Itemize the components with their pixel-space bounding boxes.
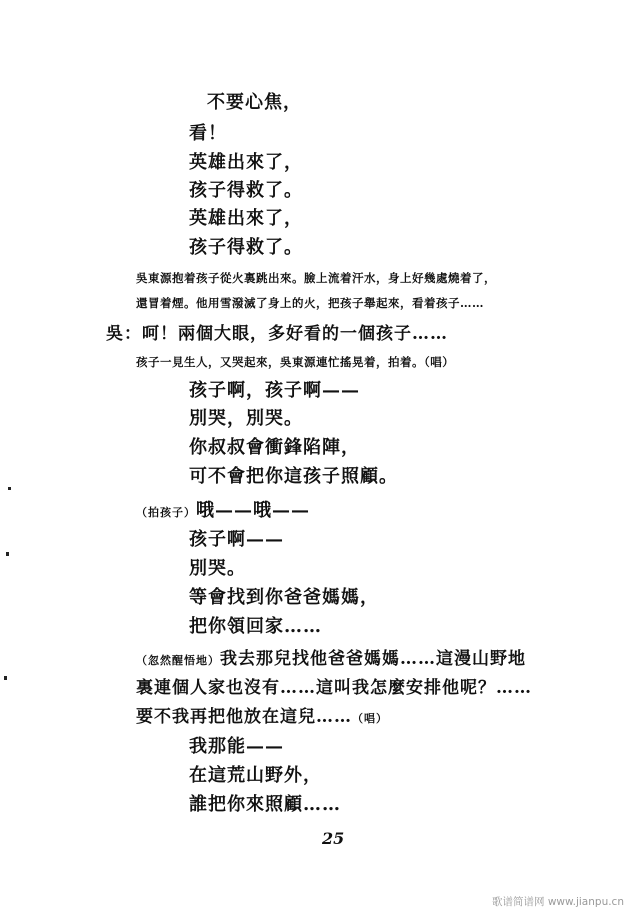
page-number: 25 bbox=[322, 829, 345, 848]
verse-line: 我那能—— bbox=[189, 736, 284, 757]
dialogue-text: 要不我再把他放在這兒…… bbox=[136, 707, 352, 727]
verse-line: 看！ bbox=[189, 123, 227, 144]
stage-direction: 還冒着煙。他用雪潑滅了身上的火，把孩子舉起來，看着孩子…… bbox=[136, 296, 484, 310]
verse-line: 把你領回家…… bbox=[189, 616, 322, 637]
verse-line: 不要心焦， bbox=[207, 92, 302, 113]
dialogue-line bbox=[106, 326, 448, 343]
watermark: 歌谱简谱网 www.jianpu.cn bbox=[492, 896, 624, 908]
stage-direction: 吳東源抱着孩子從火裏跳出來。臉上流着汗水，身上好幾處燒着了， bbox=[136, 271, 496, 285]
verse-line: 英雄出來了， bbox=[189, 208, 303, 229]
dialogue-text: 呵！兩個大眼，多好看的一個孩子…… bbox=[142, 324, 448, 344]
dialogue-line bbox=[136, 651, 526, 668]
scan-speck bbox=[6, 552, 9, 556]
verse-line: 別哭，別哭。 bbox=[189, 408, 303, 429]
dialogue-line: 裏連個人家也沒有……這叫我怎麼安排他呢？…… bbox=[136, 678, 532, 698]
verse-line: 英雄出來了， bbox=[189, 152, 303, 173]
stage-direction: （忽然醒悟地） bbox=[136, 654, 220, 667]
dialogue-text: 我去那兒找他爸爸媽媽……這漫山野地 bbox=[220, 649, 526, 669]
verse-line: 孩子得救了。 bbox=[189, 237, 303, 258]
scan-speck bbox=[8, 487, 11, 490]
scan-speck bbox=[4, 676, 7, 680]
verse-line: 孩子啊，孩子啊—— bbox=[189, 380, 360, 401]
verse-line: 在這荒山野外， bbox=[189, 765, 322, 786]
verse-text: 哦——哦—— bbox=[196, 500, 310, 521]
verse-line: 孩子啊—— bbox=[189, 529, 284, 550]
stage-direction: （唱） bbox=[352, 712, 388, 725]
verse-line: 可不會把你這孩子照顧。 bbox=[189, 466, 398, 487]
verse-line: 誰把你來照顧…… bbox=[189, 794, 341, 815]
verse-line: 等會找到你爸爸媽媽， bbox=[189, 587, 379, 608]
dialogue-line bbox=[136, 709, 388, 726]
verse-line: 孩子得救了。 bbox=[189, 180, 303, 201]
verse-line: 你叔叔會衝鋒陷陣， bbox=[189, 437, 360, 458]
speaker-label: 吳： bbox=[106, 324, 142, 344]
stage-direction: （拍孩子） bbox=[136, 506, 196, 519]
verse-line: 別哭。 bbox=[189, 558, 246, 579]
verse-line bbox=[136, 502, 310, 520]
stage-direction: 孩子一見生人，又哭起來，吳東源連忙搖晃着，拍着。（唱） bbox=[136, 355, 455, 369]
